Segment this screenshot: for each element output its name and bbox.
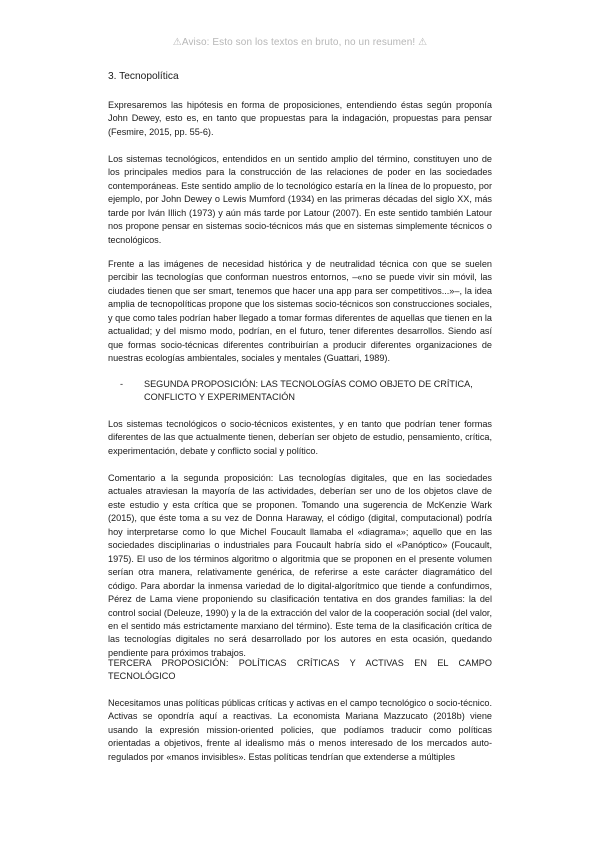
paragraph-intro: Expresaremos las hipótesis en forma de proposiciones, entendiendo éstas según proponía John Dewey, esto es, en tanto que propuestas para la indagación, propuestas para pensar (Fesmire, 2015, pp. 55-6).	[108, 100, 492, 137]
paragraph-technological-systems: Los sistemas tecnológicos, entendidos en un sentido amplio del término, constituyen uno de los principales medios para la construcción de las relaciones de poder en las sociedades contemporáneas. Este sentido amplio de lo tecnológico estaría en la línea de lo propuesto, por ejemplo, por John Dewey o Lewis Mumford (1934) en las primeras décadas del siglo XX, más tarde por Iván Illich (1973) y aún más tarde por Latour (2007). En este sentido también Latour nos propone pensar en sistemas socio-técnicos más que en sistemas simplemente técnicos o tecnológicos.	[108, 154, 492, 245]
section-title: 3. Tecnopolítica	[108, 71, 179, 82]
paragraph-tecnopoliticas: Frente a las imágenes de necesidad histórica y de neutralidad técnica con que se suelen percibir las tecnologías que conforman nuestros entornos, –«no se puede vivir sin móvil, las ciudades tienen que ser smart, tenemos que hacer una app para ser competitivos...»–, la idea amplia de tecnopolíticas propone que los sistemas socio-técnicos son construcciones sociales, y que como tales podrían haber llegado a tomar formas diferentes de aquellas que tienen en la actualidad; y del mismo modo, podrían, en el futuro, tener diferentes desarrollos. Siendo así que formas socio-técnicas diferentes contribuirían a producir diferentes organizaciones de nuestras ecologías ambientales, sociales y mentales (Guattari, 1989).	[108, 259, 492, 364]
bullet-dash: -	[120, 379, 124, 389]
second-proposition-title: SEGUNDA PROPOSICIÓN: LAS TECNOLOGÍAS COMO OBJETO DE CRÍTICA, CONFLICTO Y EXPERIMENTACIÓN	[144, 379, 473, 403]
paragraph-public-policies: Necesitamos unas políticas públicas críticas y activas en el campo tecnológico o socio-técnico. Activas se opondría aquí a reactivas. La economista Mariana Mazzucato (2018b) viene usando la expresión mission-oriented policies, que podíamos traducir como políticas orientadas a objetivos, frente al idealismo más o menos interesado de los mercados auto-regulados por «manos invisibles». Estas políticas tendrían que extenderse a múltiples	[108, 698, 492, 762]
paragraph-socio-technical-systems: Los sistemas tecnológicos o socio-técnicos existentes, y en tanto que podrían tener formas diferentes de las que actualmente tienen, deberían ser objeto de estudio, pensamiento, crítica, experimentación, debate y conflicto social y político.	[108, 419, 492, 456]
raw-text-warning: ⚠Aviso: Esto son los textos en bruto, no un resumen! ⚠	[172, 37, 428, 48]
paragraph-second-proposition-commentary: Comentario a la segunda proposición: Las tecnologías digitales, que en las sociedades actuales atraviesan la mayoría de las actividades, deberían ser uno de los objetos clave de este estudio y esta crítica que se proponen. Tomando una sugerencia de McKenzie Wark (2015), que éste toma a su vez de Donna Haraway, el código (digital, computacional) podría hoy interpretarse como lo que Michel Foucault llamaba el «diagrama»; aquello que en las sociedades disciplinarias o industriales para Foucault habría sido el «Panóptico» (Foucault, 1975). El uso de los términos algoritmo o algoritmia que se proponen en el presente volumen serían otra manera, relativamente genérica, de referirse a este carácter diagramático del código. Para abordar la inmensa variedad de lo digital-algorítmico que tiende a confundirnos, Pérez de Lama viene proponiendo su clasificación tentativa en dos grandes familias: la del control social (Deleuze, 1990) y la de la extracción del valor de la cooperación social (del valor, en el sentido más estrictamente marxiano del término). Este tema de la clasificación crítica de las tecnologías digitales no será desarrollado por los autores en esta ocasión, quedando pendiente para próximos trabajos.	[108, 473, 492, 658]
third-proposition-heading: TERCERA PROPOSICIÓN: POLÍTICAS CRÍTICAS Y ACTIVAS EN EL CAMPO TECNOLÓGICO	[108, 658, 492, 682]
